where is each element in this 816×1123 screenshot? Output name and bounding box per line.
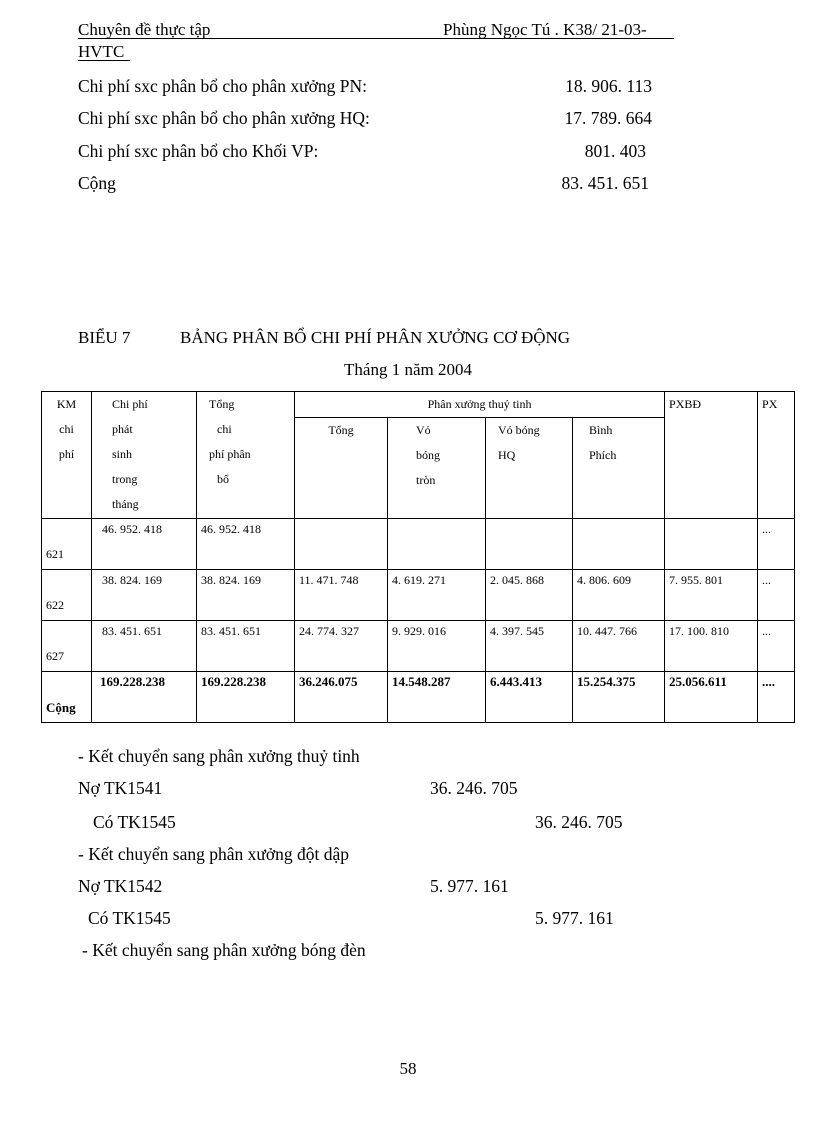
entry-debit-1541-value: 36. 246. 705 (430, 778, 518, 798)
allocation-label-pn: Chi phí sxc phân bổ cho phân xưởng PN: (78, 76, 367, 96)
total-cost: 169.228.238 (92, 672, 197, 723)
row-binh: 4. 806. 609 (573, 570, 665, 621)
row-px: ... (758, 621, 795, 672)
row-cost: 46. 952. 418 (92, 519, 197, 570)
row-binh: 10. 447. 766 (573, 621, 665, 672)
entry-credit-1545-label: Có TK1545 (93, 812, 176, 832)
header-underline-continuation (78, 60, 130, 61)
header-underline (78, 38, 674, 39)
total-vo-hq: 6.443.413 (486, 672, 573, 723)
allocation-table (41, 391, 795, 723)
header-px: PX (758, 392, 795, 519)
row-tong: 11. 471. 748 (295, 570, 388, 621)
row-vo-hq: 4. 397. 545 (486, 621, 573, 672)
table-row (42, 519, 795, 570)
entry-bulb-heading: - Kết chuyển sang phân xưởng bóng đèn (82, 940, 366, 960)
entry-debit-1541-label: Nợ TK1541 (78, 778, 163, 798)
row-binh (573, 519, 665, 570)
table-subtitle: Tháng 1 năm 2004 (344, 360, 472, 379)
total-pxbd: 25.056.611 (665, 672, 758, 723)
table-code: BIỂU 7 (78, 328, 131, 347)
table-row (42, 621, 795, 672)
header-sub-vo-tron: Vỏ bóng tròn (388, 418, 486, 519)
entry-credit-1545-value: 36. 246. 705 (535, 812, 623, 832)
row-tong (295, 519, 388, 570)
header-total: Tổng chi phí phân bổ (197, 392, 295, 519)
entry-debit-1542-value: 5. 977. 161 (430, 876, 509, 896)
allocation-label-hq: Chi phí sxc phân bổ cho phân xưởng HQ: (78, 108, 370, 128)
header-cost: Chi phí phát sinh trong tháng (92, 392, 197, 519)
row-pxbd (665, 519, 758, 570)
header-sub-tong: Tổng (295, 418, 388, 519)
row-cost: 83. 451. 651 (92, 621, 197, 672)
row-tong: 24. 774. 327 (295, 621, 388, 672)
row-vo-tron: 4. 619. 271 (388, 570, 486, 621)
row-pxbd: 17. 100. 810 (665, 621, 758, 672)
row-total: 83. 451. 651 (197, 621, 295, 672)
header-title-left: Chuyên đề thực tập (78, 20, 211, 39)
row-code: 621 (42, 519, 92, 570)
total-binh: 15.254.375 (573, 672, 665, 723)
row-px: ... (758, 519, 795, 570)
entry-debit-1542-label: Nợ TK1542 (78, 876, 163, 896)
header-km: KM chi phí (42, 392, 92, 519)
allocation-value-hq: 17. 789. 664 (564, 108, 652, 128)
header-title-continuation: HVTC (78, 42, 125, 61)
row-total: 46. 952. 418 (197, 519, 295, 570)
header-pxbd: PXBĐ (665, 392, 758, 519)
table-title: BẢNG PHÂN BỔ CHI PHÍ PHÂN XƯỞNG CƠ ĐỘNG (180, 328, 571, 347)
total-px: .... (758, 672, 795, 723)
header-glass-workshop: Phân xưởng thuỷ tinh (295, 392, 665, 418)
row-px: ... (758, 570, 795, 621)
row-total: 38. 824. 169 (197, 570, 295, 621)
allocation-label-vp: Chi phí sxc phân bổ cho Khối VP: (78, 141, 319, 161)
row-vo-tron (388, 519, 486, 570)
table-header-row-1 (42, 392, 795, 418)
row-cost: 38. 824. 169 (92, 570, 197, 621)
page-number: 58 (399, 1059, 417, 1078)
entry-stamping-heading: - Kết chuyển sang phân xưởng đột dập (78, 844, 349, 864)
entry-glass-heading: - Kết chuyển sang phân xưởng thuỷ tinh (78, 746, 360, 766)
row-code: 627 (42, 621, 92, 672)
entry-credit-1545b-label: Có TK1545 (88, 908, 171, 928)
header-sub-vo-hq: Vỏ bóng HQ (486, 418, 573, 519)
row-code: 622 (42, 570, 92, 621)
total-vo-tron: 14.548.287 (388, 672, 486, 723)
row-vo-hq: 2. 045. 868 (486, 570, 573, 621)
total-total: 169.228.238 (197, 672, 295, 723)
row-vo-tron: 9. 929. 016 (388, 621, 486, 672)
header-sub-binh: Bình Phích (573, 418, 665, 519)
table-total-row (42, 672, 795, 723)
allocation-value-total: 83. 451. 651 (561, 173, 649, 193)
total-tong: 36.246.075 (295, 672, 388, 723)
row-pxbd: 7. 955. 801 (665, 570, 758, 621)
allocation-value-vp: 801. 403 (584, 141, 646, 161)
total-code: Cộng (42, 672, 92, 723)
row-vo-hq (486, 519, 573, 570)
table-row (42, 570, 795, 621)
header-author: Phùng Ngọc Tú . K38/ 21-03- (443, 20, 647, 39)
allocation-label-total: Cộng (78, 173, 116, 193)
allocation-value-pn: 18. 906. 113 (565, 76, 652, 96)
entry-credit-1545b-value: 5. 977. 161 (535, 908, 614, 928)
